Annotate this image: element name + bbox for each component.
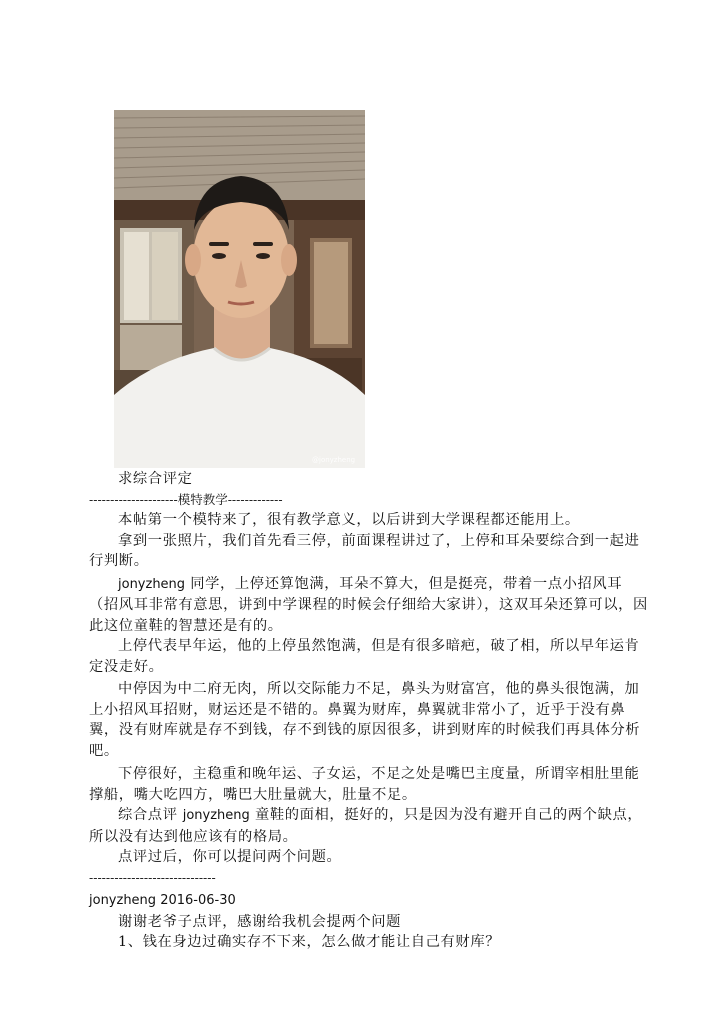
reply-question-1: 1、钱在身边过确实存不下来，怎么做才能让自己有财库？	[118, 934, 501, 950]
paragraph-early-fortune: 上停代表早年运，他的上停虽然饱满，但是有很多暗疤，破了相，所以早年运肯定没走好。	[89, 638, 640, 675]
paragraph-invite-questions: 点评过后，你可以提问两个问题。	[118, 849, 342, 865]
post-body	[89, 469, 649, 953]
paragraph-three-stops: 拿到一张照片，我们首先看三停，前面课程讲过了，上停和耳朵要综合到一起进行判断。	[89, 532, 640, 569]
reply-date: 2016-06-30	[160, 893, 236, 908]
reply-thanks: 谢谢老爷子点评，感谢给我机会提两个问题	[118, 913, 402, 930]
username: jonyzheng	[182, 808, 250, 823]
end-divider: ------------------------------	[89, 869, 216, 885]
paragraph-middle-stop: 中停因为中二府无肉，所以交际能力不足，鼻头为财富宫，他的鼻头很饱满，加上小招风耳招财，财运还是不错的。鼻翼为财库，鼻翼就非常小了，近乎于没有鼻翼，没有财库就是存不到钱，存不到钱的原因很多，讲到财库的时候我们再具体分析吧。	[89, 681, 641, 759]
portrait-photo	[114, 110, 365, 468]
paragraph-upper-stop: jonyzheng 同学，上停还算饱满，耳朵不算大，但是挺亮，带着一点小招风耳（招风耳非常有意思，讲到中学课程的时候会仔细给大家讲），这双耳朵还算可以，因此这位童鞋的智慧还是有的。	[89, 575, 648, 634]
paragraph-lower-stop: 下停很好，主稳重和晚年运、子女运，不足之处是嘴巴主度量，所谓宰相肚里能撑船，嘴大吃四方，嘴巴大肚量就大，肚量不足。	[89, 766, 640, 803]
reply-header	[89, 890, 649, 912]
request-line: 求综合评定	[118, 471, 193, 487]
section-divider: ---------------------模特教学-------------	[89, 491, 283, 507]
username: jonyzheng	[118, 576, 186, 592]
paragraph-summary: 综合点评 jonyzheng 童鞋的面相，挺好的，只是因为没有避开自己的两个缺点，所以没有达到他应该有的格局。	[89, 807, 643, 845]
paragraph-intro: 本帖第一个模特来了，很有教学意义，以后讲到大学课程都还能用上。	[118, 512, 580, 528]
photo-watermark: @jonyzheng	[312, 456, 356, 464]
reply-author: jonyzheng	[89, 893, 157, 908]
